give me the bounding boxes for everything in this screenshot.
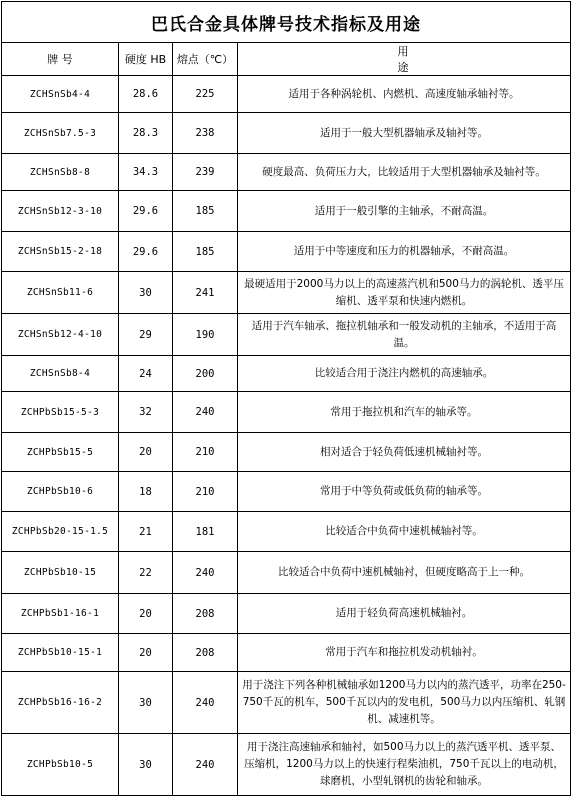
usage-cell: 比较适合中负荷中速机械轴衬等。	[238, 512, 571, 552]
table-row	[2, 472, 571, 512]
table-row	[2, 154, 571, 191]
usage-cell: 硬度最高、负荷压力大，比较适用于大型机器轴承及轴衬等。	[238, 154, 571, 191]
table-row	[2, 433, 571, 472]
grade-cell: ZCHSnSb8-8	[2, 154, 119, 191]
table-row	[2, 512, 571, 552]
hardness-cell: 30	[119, 672, 173, 734]
hardness-cell: 29.6	[119, 191, 173, 232]
grade-cell: ZCHSnSb15-2-18	[2, 232, 119, 272]
header-grade: 牌 号	[2, 43, 119, 76]
table-row	[2, 314, 571, 356]
grade-cell: ZCHPbSb10-15-1	[2, 634, 119, 672]
table-row	[2, 272, 571, 314]
melting-cell: 238	[173, 113, 238, 154]
grade-cell: ZCHSnSb12-4-10	[2, 314, 119, 356]
usage-cell: 常用于汽车和拖拉机发动机轴衬。	[238, 634, 571, 672]
table-row	[2, 191, 571, 232]
usage-cell: 比较适合中负荷中速机械轴衬，但硬度略高于上一种。	[238, 552, 571, 594]
table-row	[2, 232, 571, 272]
table-title: 巴氏合金具体牌号技术指标及用途	[2, 2, 571, 43]
melting-cell: 240	[173, 392, 238, 433]
grade-cell: ZCHSnSb8-4	[2, 356, 119, 392]
melting-cell: 239	[173, 154, 238, 191]
usage-cell: 用于浇注下列各种机械轴承如1200马力以内的蒸汽透平，功率在250-750千瓦的机车，500千瓦以内的发电机，500马力以内压缩机、轧钢机、减速机等。	[238, 672, 571, 734]
usage-cell: 相对适合于轻负荷低速机械轴衬等。	[238, 433, 571, 472]
table-row	[2, 356, 571, 392]
header-row	[2, 43, 571, 76]
hardness-cell: 29	[119, 314, 173, 356]
table-body	[2, 76, 571, 796]
usage-cell: 适用于各种涡轮机、内燃机、高速度轴承轴衬等。	[238, 76, 571, 113]
grade-cell: ZCHPbSb16-16-2	[2, 672, 119, 734]
usage-cell: 常用于中等负荷或低负荷的轴承等。	[238, 472, 571, 512]
melting-cell: 210	[173, 472, 238, 512]
table-row	[2, 113, 571, 154]
header-melting: 熔点（℃）	[173, 43, 238, 76]
hardness-cell: 29.6	[119, 232, 173, 272]
usage-cell: 比较适合用于浇注内燃机的高速轴承。	[238, 356, 571, 392]
grade-cell: ZCHSnSb7.5-3	[2, 113, 119, 154]
header-usage: 用 途	[238, 43, 571, 76]
hardness-cell: 34.3	[119, 154, 173, 191]
grade-cell: ZCHSnSb12-3-10	[2, 191, 119, 232]
table-row	[2, 672, 571, 734]
melting-cell: 185	[173, 191, 238, 232]
hardness-cell: 20	[119, 433, 173, 472]
hardness-cell: 22	[119, 552, 173, 594]
usage-cell: 适用于轻负荷高速机械轴衬。	[238, 594, 571, 634]
usage-cell: 用于浇注高速轴承和轴衬，如500马力以上的蒸汽透平机、透平泵、压缩机，1200马力以上的快速行程柴油机，750千瓦以上的电动机，球磨机，小型轧钢机的齿轮和轴承。	[238, 734, 571, 796]
grade-cell: ZCHSnSb11-6	[2, 272, 119, 314]
grade-cell: ZCHPbSb20-15-1.5	[2, 512, 119, 552]
usage-cell: 适用于一般大型机器轴承及轴衬等。	[238, 113, 571, 154]
usage-cell: 适用于一般引擎的主轴承，不耐高温。	[238, 191, 571, 232]
grade-cell: ZCHPbSb15-5-3	[2, 392, 119, 433]
melting-cell: 240	[173, 734, 238, 796]
usage-cell: 常用于拖拉机和汽车的轴承等。	[238, 392, 571, 433]
usage-cell: 适用于汽车轴承、拖拉机轴承和一般发动机的主轴承，不适用于高温。	[238, 314, 571, 356]
usage-cell: 适用于中等速度和压力的机器轴承，不耐高温。	[238, 232, 571, 272]
table-row	[2, 552, 571, 594]
hardness-cell: 28.6	[119, 76, 173, 113]
melting-cell: 181	[173, 512, 238, 552]
melting-cell: 240	[173, 552, 238, 594]
melting-cell: 240	[173, 672, 238, 734]
hardness-cell: 24	[119, 356, 173, 392]
melting-cell: 185	[173, 232, 238, 272]
grade-cell: ZCHSnSb4-4	[2, 76, 119, 113]
grade-cell: ZCHPbSb10-15	[2, 552, 119, 594]
grade-cell: ZCHPbSb15-5	[2, 433, 119, 472]
melting-cell: 241	[173, 272, 238, 314]
hardness-cell: 28.3	[119, 113, 173, 154]
hardness-cell: 30	[119, 272, 173, 314]
table-row	[2, 392, 571, 433]
hardness-cell: 32	[119, 392, 173, 433]
melting-cell: 208	[173, 634, 238, 672]
hardness-cell: 21	[119, 512, 173, 552]
melting-cell: 208	[173, 594, 238, 634]
alloy-spec-table	[1, 1, 571, 796]
grade-cell: ZCHPbSb1-16-1	[2, 594, 119, 634]
melting-cell: 210	[173, 433, 238, 472]
table-row	[2, 594, 571, 634]
table-row	[2, 734, 571, 796]
header-hardness: 硬度 HB	[119, 43, 173, 76]
hardness-cell: 20	[119, 634, 173, 672]
melting-cell: 225	[173, 76, 238, 113]
hardness-cell: 18	[119, 472, 173, 512]
melting-cell: 200	[173, 356, 238, 392]
melting-cell: 190	[173, 314, 238, 356]
hardness-cell: 30	[119, 734, 173, 796]
usage-cell: 最硬适用于2000马力以上的高速蒸汽机和500马力的涡轮机、透平压缩机、透平泵和快速内燃机。	[238, 272, 571, 314]
table-row	[2, 634, 571, 672]
hardness-cell: 20	[119, 594, 173, 634]
table-row	[2, 76, 571, 113]
grade-cell: ZCHPbSb10-5	[2, 734, 119, 796]
grade-cell: ZCHPbSb10-6	[2, 472, 119, 512]
